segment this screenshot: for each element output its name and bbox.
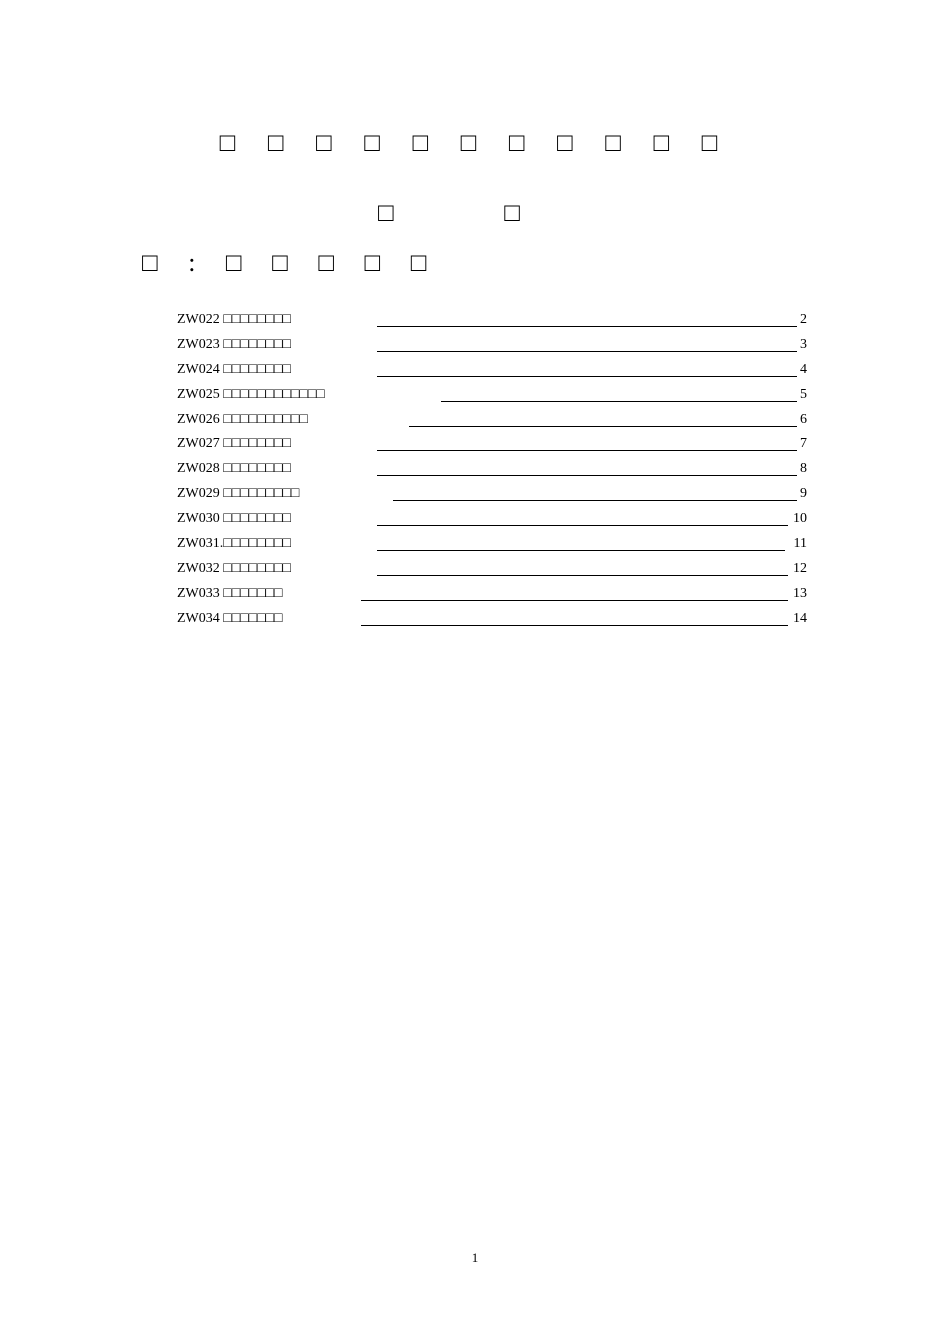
toc-entry-label: ZW032 □□□□□□□□ [177,560,291,576]
toc-entry-page: 13 [793,585,807,601]
toc-entry[interactable] [177,410,807,435]
toc-entry[interactable] [177,584,807,609]
toc-leader-line [441,385,797,402]
toc-entry[interactable] [177,459,807,484]
toc-leader-line [377,559,788,576]
toc-entry-label: ZW028 □□□□□□□□ [177,461,291,477]
document-title-line-1: □ □ □ □ □ □ □ □ □ □ □ [219,128,731,157]
toc-entry-label: ZW031.□□□□□□□□ [177,536,291,552]
toc-entry[interactable] [177,434,807,459]
toc-entry-page: 2 [800,312,807,327]
toc-entry-label: ZW034 □□□□□□□ [177,610,283,626]
toc-entry-label: ZW023 □□□□□□□□ [177,336,291,352]
toc-leader-line [377,509,788,526]
toc-leader-line [409,410,797,427]
toc-entry[interactable] [177,385,807,410]
page-number: 1 [471,1250,479,1265]
toc-leader-line [393,484,797,501]
toc-entry[interactable] [177,360,807,385]
toc-entry[interactable] [177,559,807,584]
toc-leader-line [361,609,788,626]
table-of-contents [177,310,807,634]
document-subtitle: □ : □ □ □ □ □ [142,248,439,277]
toc-entry-label: ZW026 □□□□□□□□□□ [177,411,308,427]
toc-entry-label: ZW033 □□□□□□□ [177,585,283,601]
toc-entry-page: 4 [800,361,807,377]
toc-entry-page: 3 [800,336,807,352]
toc-entry-label: ZW024 □□□□□□□□ [177,361,291,377]
toc-entry[interactable] [177,609,807,634]
toc-entry-page: 7 [800,436,807,452]
toc-entry-page: 6 [800,411,807,427]
toc-entry[interactable] [177,335,807,360]
toc-leader-line [377,459,797,476]
toc-entry-page: 5 [800,386,807,402]
toc-leader-line [377,534,785,551]
toc-leader-line [377,335,797,352]
toc-entry-page: 11 [793,536,807,552]
toc-entry-label: ZW029 □□□□□□□□□ [177,486,300,502]
toc-leader-line [377,310,797,327]
toc-entry[interactable] [177,509,807,534]
toc-leader-line [377,360,797,377]
toc-entry-page: 14 [793,610,807,626]
toc-entry[interactable] [177,534,807,559]
toc-entry-label: ZW030 □□□□□□□□ [177,511,291,527]
toc-leader-line [377,434,797,451]
toc-leader-line [361,584,788,601]
toc-entry-page: 12 [793,560,807,576]
toc-entry-label: ZW022 □□□□□□□□ [177,312,291,327]
document-title-line-2: □ □ [378,198,572,227]
toc-entry[interactable] [177,310,807,335]
toc-entry[interactable] [177,484,807,509]
toc-entry-page: 9 [800,486,807,502]
toc-entry-label: ZW025 □□□□□□□□□□□□ [177,386,325,402]
toc-entry-page: 10 [793,511,807,527]
toc-entry-page: 8 [800,461,807,477]
toc-entry-label: ZW027 □□□□□□□□ [177,436,291,452]
